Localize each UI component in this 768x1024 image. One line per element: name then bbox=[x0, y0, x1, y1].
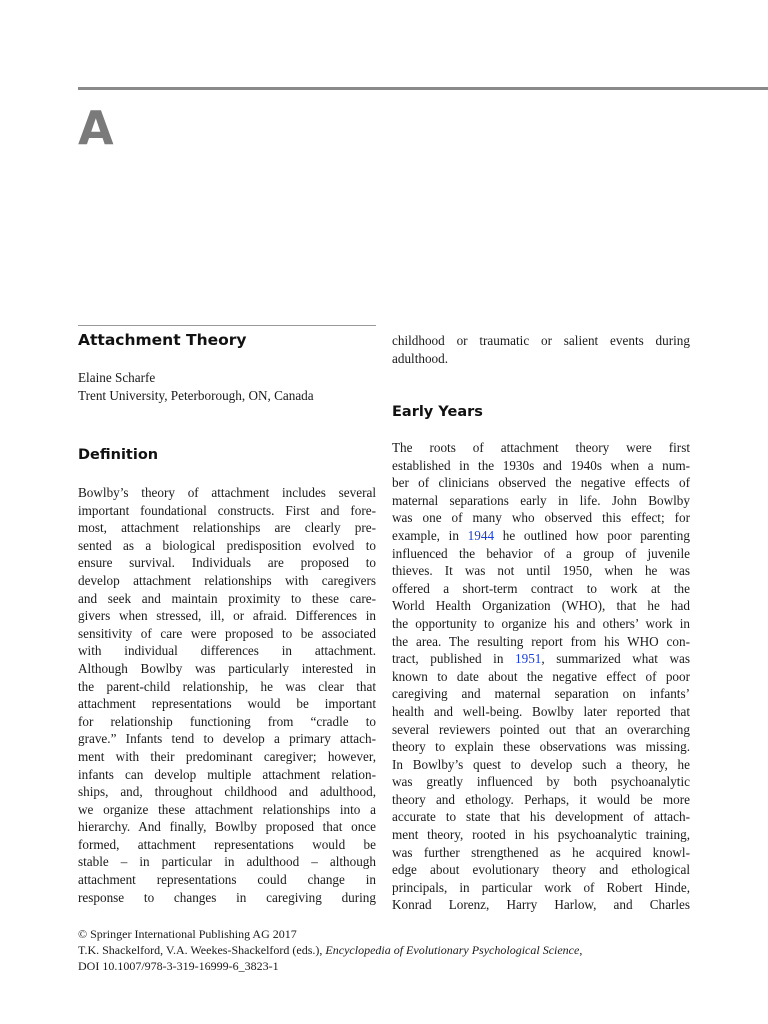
footer-book-title: Encyclopedia of Evolutionary Psychological Science bbox=[325, 943, 580, 957]
text-line: ber of clinicians observed the negative effects of bbox=[392, 475, 690, 491]
column-rule bbox=[78, 325, 376, 326]
text-line: ment theory, rooted in his psychoanalytic training, bbox=[392, 827, 690, 843]
article-title: Attachment Theory bbox=[78, 331, 247, 349]
text-line: was greatly influenced by both psychoanalytic bbox=[392, 774, 690, 790]
text-line: givers when stressed, ill, or afraid. Differences in bbox=[78, 608, 376, 624]
text-line: Although Bowlby was particularly interested in bbox=[78, 660, 376, 676]
text-line: with individual differences in attachment. bbox=[78, 643, 376, 659]
text-line: In Bowlby’s quest to develop such a theory, he bbox=[392, 756, 690, 772]
top-rule bbox=[78, 87, 768, 90]
early-years-paragraph bbox=[392, 439, 690, 914]
text-line: offered a short-term contract to work at the bbox=[392, 580, 690, 596]
footer-doi: DOI 10.1007/978-3-319-16999-6_3823-1 bbox=[78, 959, 279, 973]
text-line: theory to explain these observations was missing. bbox=[392, 739, 690, 755]
footer-copyright: © Springer International Publishing AG 2017 bbox=[78, 927, 297, 941]
text-line: formed, attachment representations would be bbox=[78, 836, 376, 852]
footer-citation bbox=[78, 942, 758, 958]
text-line: important foundational constructs. First and fore- bbox=[78, 502, 376, 518]
text-line: we organize these attachment relationships into a bbox=[78, 801, 376, 817]
text-line: principals, in particular work of Robert Hinde, bbox=[392, 879, 690, 895]
text-line: sensitivity of care were proposed to be associated bbox=[78, 625, 376, 641]
text-line: infants can develop multiple attachment relation- bbox=[78, 766, 376, 782]
footer-book-suffix: , bbox=[579, 943, 583, 957]
text-line: several reviewers pointed out that an overarching bbox=[392, 721, 690, 737]
text-line: influenced the behavior of a group of juvenile bbox=[392, 545, 690, 561]
text-line: grave.” Infants tend to develop a primary attach- bbox=[78, 731, 376, 747]
text-line: thieves. It was not until 1950, when he was bbox=[392, 563, 690, 579]
citation-year-link[interactable]: 1944 bbox=[467, 527, 495, 543]
text-line: most, attachment relationships are clearly pre- bbox=[78, 520, 376, 536]
author-affiliation: Trent University, Peterborough, ON, Canada bbox=[78, 387, 314, 403]
text-line: and seek and maintain proximity to these care- bbox=[78, 590, 376, 606]
text-fragment: , summarized what was bbox=[541, 651, 690, 667]
text-line: response to changes in caregiving during bbox=[78, 889, 376, 905]
text-fragment: he outlined how poor parenting bbox=[494, 527, 690, 543]
text-line: The roots of attachment theory were first bbox=[392, 440, 690, 455]
text-line: childhood or traumatic or salient events during bbox=[392, 333, 690, 348]
text-line: World Health Organization (WHO), that he had bbox=[392, 598, 690, 614]
definition-paragraph bbox=[78, 484, 376, 906]
author-name: Elaine Scharfe bbox=[78, 370, 156, 385]
citation-year-link[interactable]: 1951 bbox=[515, 651, 542, 667]
text-line: accurate to state that his development of attach- bbox=[392, 809, 690, 825]
text-line: maternal separations early in life. John Bowlby bbox=[392, 492, 690, 508]
text-line: established in the 1930s and 1940s when a num- bbox=[392, 457, 690, 473]
early-years-heading: Early Years bbox=[392, 404, 483, 420]
section-letter: A bbox=[78, 101, 114, 155]
text-line: for relationship functioning from “cradle to bbox=[78, 713, 376, 729]
text-line: was further strengthened as he acquired knowl- bbox=[392, 844, 690, 860]
text-line: stable – in particular in adulthood – although bbox=[78, 854, 376, 870]
text-line: develop attachment relationships with caregivers bbox=[78, 572, 376, 588]
text-fragment: tract, published in bbox=[392, 651, 515, 667]
text-line: attachment representations would be important bbox=[78, 696, 376, 712]
text-line: edge about evolutionary theory and ethological bbox=[392, 862, 690, 878]
text-line: the parent-child relationship, he was clear that bbox=[78, 678, 376, 694]
text-fragment: example, in bbox=[392, 527, 468, 543]
text-line: Konrad Lorenz, Harry Harlow, and Charles bbox=[392, 897, 690, 913]
text-line: health and well-being. Bowlby later reported that bbox=[392, 703, 690, 719]
continuation-paragraph bbox=[392, 332, 690, 367]
text-line: the area. The resulting report from his WHO con- bbox=[392, 633, 690, 649]
text-line: known to date about the negative effect of poor bbox=[392, 668, 690, 684]
text-line: ment with their predominant caregiver; however, bbox=[78, 748, 376, 764]
text-line: caregiving and maternal separation on infants’ bbox=[392, 686, 690, 702]
text-line: adulthood. bbox=[392, 350, 449, 366]
text-line bbox=[392, 650, 690, 668]
text-line: sented as a biological predisposition evolved to bbox=[78, 537, 376, 553]
footer bbox=[78, 926, 758, 974]
text-line: was one of many who observed this effect; for bbox=[392, 510, 690, 526]
text-line: hierarchy. And finally, Bowlby proposed that once bbox=[78, 819, 376, 835]
footer-editors: T.K. Shackelford, V.A. Weekes-Shackelford (eds.), bbox=[78, 943, 326, 957]
text-line: ensure survival. Individuals are proposed to bbox=[78, 555, 376, 571]
text-line: the opportunity to organize his and others’ work in bbox=[392, 615, 690, 631]
text-line: theory and ethology. Perhaps, it would be more bbox=[392, 791, 690, 807]
text-line bbox=[392, 527, 690, 545]
text-line: ships, and, throughout childhood and adulthood, bbox=[78, 784, 376, 800]
definition-heading: Definition bbox=[78, 447, 159, 463]
text-line: attachment representations could change in bbox=[78, 872, 376, 888]
text-line: Bowlby’s theory of attachment includes several bbox=[78, 485, 376, 500]
